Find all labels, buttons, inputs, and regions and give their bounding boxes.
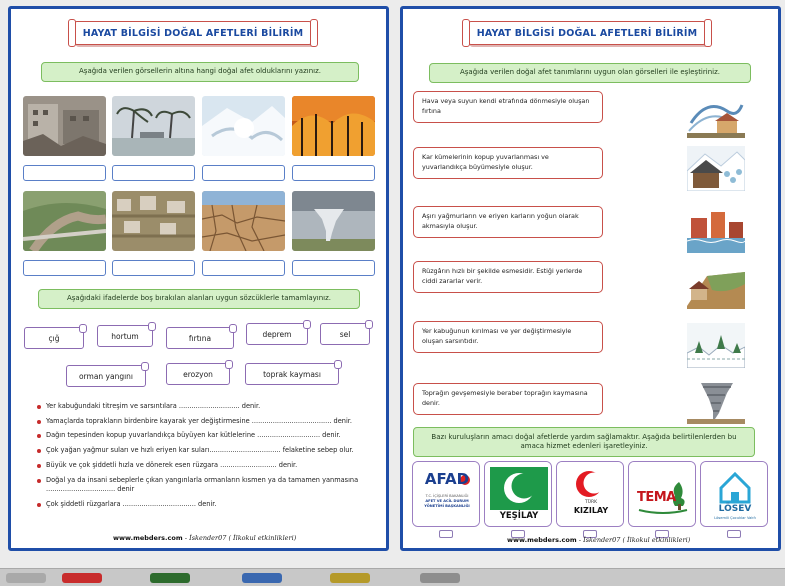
afad-logo-card[interactable]: [412, 461, 480, 527]
definition-box-3[interactable]: Aşırı yağmurların ve eriyen karların yoğun olarak akmasıyla oluşur.: [413, 206, 603, 238]
sentence-1: Yer kabuğundaki titreşim ve sarsıntılara ............................. denir.: [37, 402, 382, 412]
footer-separator: -: [184, 534, 188, 542]
flood-photo: [112, 191, 195, 251]
avalanche-illustration[interactable]: [687, 146, 745, 191]
afad-logo-subtitle-3: YÖNETİMİ BAŞKANLIĞI: [424, 503, 470, 508]
word-card-hortum[interactable]: hortum: [97, 325, 153, 347]
sentence-3: Dağın tepesinden kopup yuvarlandıkça büyüyen kar kütlelerine .............................. denir.: [37, 431, 382, 441]
definition-box-6[interactable]: Toprağın gevşemesiyle beraber toprağın kaymasına denir.: [413, 383, 603, 415]
answer-box-4[interactable]: [292, 165, 375, 181]
losev-logo-name: LÖSEV: [718, 504, 752, 514]
sentence-6: Doğal ya da insani sebeplerle çıkan yangınlarla ormanların kısmen ya da tamamen yanmasına ................................. denir: [37, 476, 382, 495]
afad-logo-subtitle-1: T.C. İÇİŞLERİ BAKANLIĞI: [425, 494, 469, 498]
left-instruction-1: Aşağıda verilen görsellerin altına hangi doğal afet olduklarını yazınız.: [41, 62, 359, 82]
kizilay-crescent-icon: [557, 462, 624, 527]
losev-checkbox[interactable]: [727, 530, 741, 538]
word-card-cig[interactable]: çığ: [24, 327, 84, 349]
losev-logo-card[interactable]: [700, 461, 768, 527]
flood-illustration[interactable]: [687, 208, 745, 253]
tornado-illustration[interactable]: [687, 379, 745, 424]
right-instruction-1: Aşağıda verilen doğal afet tanımlarını uygun olan görselleri ile eşleştiriniz.: [429, 63, 751, 83]
afad-checkbox[interactable]: [439, 530, 453, 538]
taskbar-item-2[interactable]: [62, 573, 102, 583]
answer-box-1[interactable]: [23, 165, 106, 181]
taskbar-item-5[interactable]: [330, 573, 370, 583]
taskbar-item-1[interactable]: [6, 573, 46, 583]
word-card-sel[interactable]: sel: [320, 323, 370, 345]
sentence-5: Büyük ve çok şiddetli hızla ve dönerek esen rüzgara ........................... denir.: [37, 461, 382, 471]
word-card-deprem[interactable]: deprem: [246, 323, 308, 345]
word-card-toprak-kaymasi[interactable]: toprak kayması: [245, 363, 339, 385]
footer-separator: -: [578, 536, 582, 544]
right-instruction-2: Bazı kuruluşların amacı doğal afetlerde yardım sağlamaktır. Aşağıda belirtilenlerden bu amaca hizmet edenleri işaretleyiniz.: [413, 427, 755, 457]
landslide-illustration[interactable]: [687, 264, 745, 309]
taskbar: [0, 568, 785, 586]
footer-note: İskender07 ( İlkokul etkinlikleri): [189, 534, 297, 542]
storm-illustration[interactable]: [687, 93, 745, 138]
drought-photo: [202, 191, 285, 251]
taskbar-item-6[interactable]: [420, 573, 460, 583]
word-card-erozyon[interactable]: erozyon: [166, 363, 230, 385]
sentence-2: Yamaçlarda toprakların birdenbire kayarak yer değiştirmesine ...................................... denir.: [37, 417, 382, 427]
left-instruction-2: Aşağıdaki ifadelerde boş bırakılan alanları uygun sözcüklerle tamamlayınız.: [38, 289, 360, 309]
kizilay-logo-top: TÜRK: [584, 500, 598, 505]
tema-logo-card[interactable]: [628, 461, 696, 527]
definition-box-2[interactable]: Kar kümelerinin kopup yuvarlanması ve yuvarlandıkça büyümesiyle oluşur.: [413, 147, 603, 179]
afad-logo-name: AFAD: [424, 470, 470, 488]
right-footer: [507, 536, 690, 544]
right-worksheet-page: [400, 6, 781, 551]
footer-site: www.mebders.com: [113, 534, 183, 542]
footer-site: www.mebders.com: [507, 536, 577, 544]
avalanche-photo: [202, 96, 285, 156]
answer-box-2[interactable]: [112, 165, 195, 181]
tornado-photo: [292, 191, 375, 251]
definition-box-5[interactable]: Yer kabuğunun kırılması ve yer değiştirmesiyle oluşan sarsıntıdır.: [413, 321, 603, 353]
kizilay-logo-name: KIZILAY: [573, 506, 609, 515]
footer-note: İskender07 ( İlkokul etkinlikleri): [583, 536, 691, 544]
answer-box-6[interactable]: [112, 260, 195, 276]
left-worksheet-page: [8, 6, 389, 551]
answer-box-8[interactable]: [292, 260, 375, 276]
storm-photo: [112, 96, 195, 156]
left-footer: [113, 534, 296, 542]
sentence-7: Çok şiddetli rüzgarlara ................................... denir.: [37, 500, 382, 510]
sentence-4: Çok yağan yağmur suları ve hızlı eriyen kar suları.................................. felaketine sebep olur.: [37, 446, 382, 456]
earthquake-photo: [23, 96, 106, 156]
earthquake-illustration[interactable]: [687, 323, 745, 368]
forest-fire-photo: [292, 96, 375, 156]
answer-box-3[interactable]: [202, 165, 285, 181]
landslide-photo: [23, 191, 106, 251]
yesilay-logo-card[interactable]: [484, 461, 552, 527]
taskbar-item-3[interactable]: [150, 573, 190, 583]
answer-box-7[interactable]: [202, 260, 285, 276]
yesilay-logo-name: YEŞİLAY: [499, 511, 539, 521]
taskbar-item-4[interactable]: [242, 573, 282, 583]
tema-logo-name: TEMA: [637, 490, 676, 505]
right-page-title: HAYAT BİLGİSİ DOĞAL AFETLERİ BİLİRİM: [467, 21, 707, 45]
word-card-orman-yangini[interactable]: orman yangını: [66, 365, 146, 387]
losev-logo-subtitle: Lösemili Çocuklar Vakfı: [714, 516, 756, 520]
answer-box-5[interactable]: [23, 260, 106, 276]
left-page-title: HAYAT BİLGİSİ DOĞAL AFETLERİ BİLİRİM: [73, 21, 313, 45]
afad-logo-subtitle-2: AFET VE ACİL DURUM: [425, 498, 469, 503]
fill-in-sentence-list: [37, 402, 382, 515]
definition-box-1[interactable]: Hava veya suyun kendi etrafında dönmesiyle oluşan fırtına: [413, 91, 603, 123]
word-card-firtina[interactable]: fırtına: [166, 327, 234, 349]
definition-box-4[interactable]: Rüzgârın hızlı bir şekilde esmesidir. Estiği yerlerde ciddi zararlar verir.: [413, 261, 603, 293]
kizilay-logo-card[interactable]: [556, 461, 624, 527]
